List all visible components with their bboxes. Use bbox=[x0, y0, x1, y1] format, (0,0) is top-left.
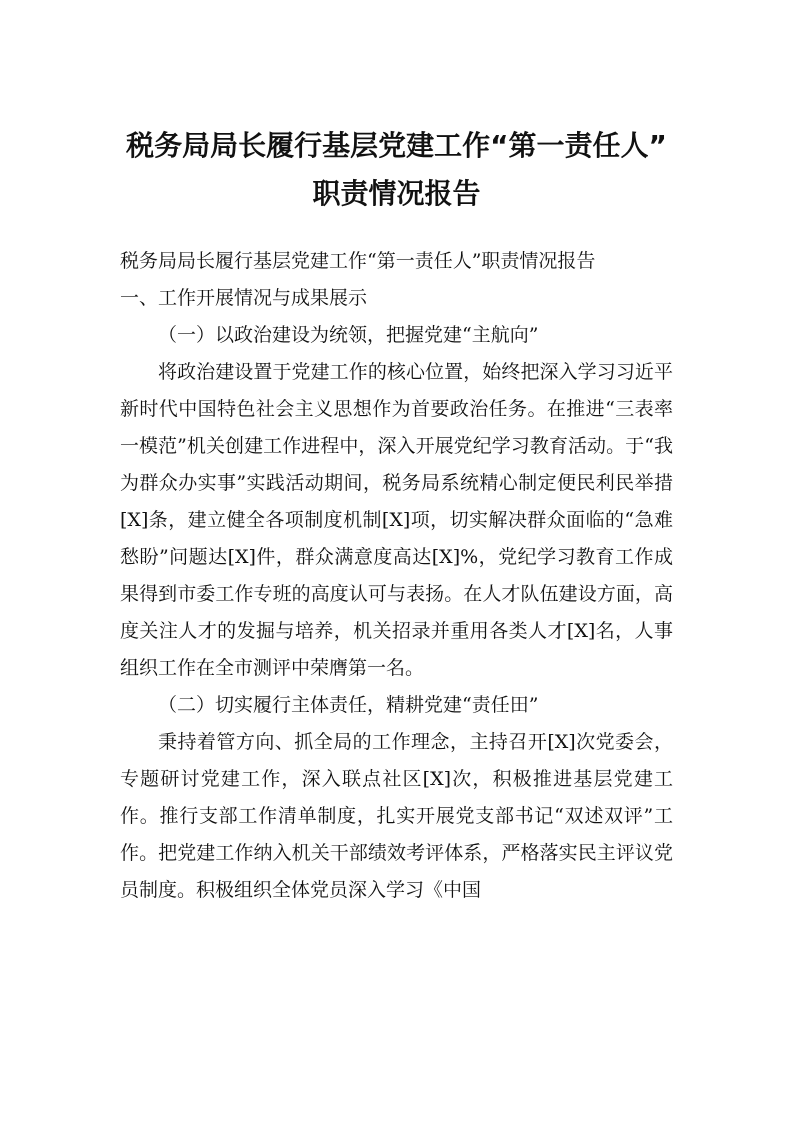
report-heading: 税务局局长履行基层党建工作“第一责任人”职责情况报告 bbox=[120, 250, 596, 272]
body-paragraph-1: 将政治建设置于党建工作的核心位置，始终把深入学习习近平新时代中国特色社会主义思想作为首要政治任务。在推进“三表率一模范”机关创建工作进程中，深入开展党纪学习教育活动。于“我为群众办实事”实践活动期间，税务局系统精心制定便民利民举措[X]条，建立健全各项制度机制[X]项，切实解决群众面临的“急难愁盼”问题达[X]件，群众满意度高达[X]%，党纪学习教育工作成果得到市委工作专班的高度认可与表扬。在人才队伍建设方面，高度关注人才的发掘与培养，机关招录并重用各类人才[X]名，人事组织工作在全市测评中荣膺第一名。 bbox=[120, 361, 673, 679]
document-title-line-2: 职责情况报告 bbox=[312, 177, 481, 210]
section-heading-1: 一、工作开展情况与成果展示 bbox=[120, 287, 368, 309]
document-title-line-1: 税务局局长履行基层党建工作“第一责任人” bbox=[126, 129, 667, 162]
subsection-heading-1: （一）以政治建设为统领，把握党建“主航向” bbox=[158, 324, 539, 346]
subsection-heading-2: （二）切实履行主体责任，精耕党建“责任田” bbox=[158, 694, 539, 716]
body-paragraph-2: 秉持着管方向、抓全局的工作理念，主持召开[X]次党委会，专题研讨党建工作，深入联点社区[X]次，积极推进基层党建工作。推行支部工作清单制度，扎实开展党支部书记“双述双评”工作。把党建工作纳入机关干部绩效考评体系，严格落实民主评议党员制度。积极组织全体党员深入学习《中国 bbox=[120, 731, 673, 901]
document-body bbox=[120, 243, 673, 909]
